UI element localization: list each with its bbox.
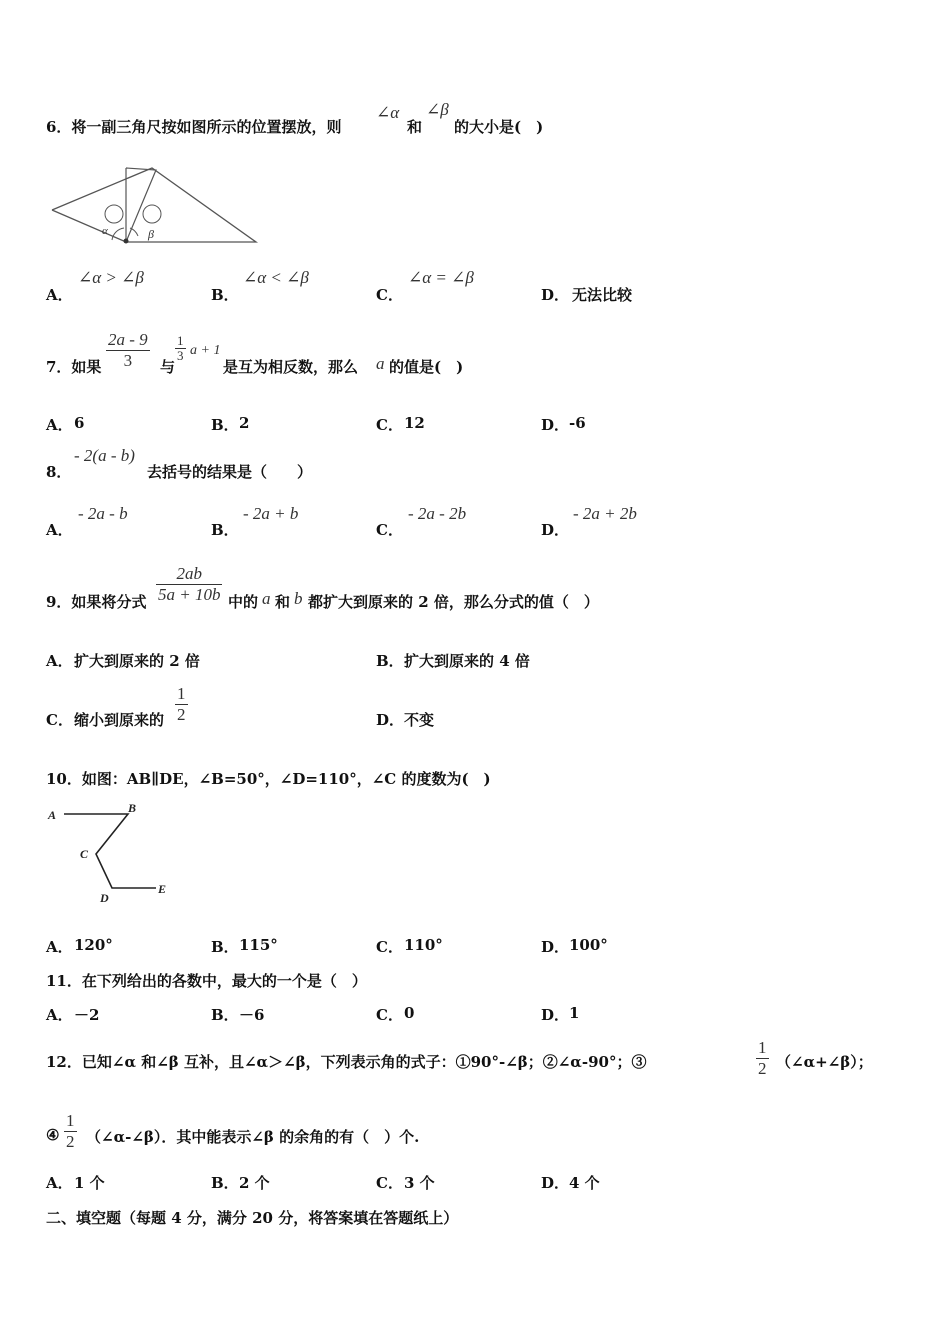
q9-var-b: b xyxy=(294,589,303,608)
q12-fraction-4 xyxy=(64,1111,77,1152)
q9-option-c-label: C． xyxy=(46,711,73,729)
q7-stem-mid: 是互为相反数，那么 xyxy=(223,358,359,376)
q11-option-b-label: B． xyxy=(211,1006,239,1024)
q10-option-a-text: 120° xyxy=(74,936,113,954)
q9-option-b-text: 扩大到原来的 4 倍 xyxy=(404,652,530,670)
q7-stem-suffix: 的值是( ) xyxy=(389,358,464,376)
q12-option-b-label: B． xyxy=(211,1174,239,1192)
q6-fig-beta-label: β xyxy=(148,227,154,241)
q7-fraction-1-denominator: 3 xyxy=(123,351,133,370)
q12-option-a-text: 1 个 xyxy=(74,1174,105,1192)
q11-option-a-label: A． xyxy=(46,1006,73,1024)
q6-option-c-text: ∠α = ∠β xyxy=(408,268,474,287)
q7-fraction-1 xyxy=(106,330,150,371)
q6-right-angle-mark-1 xyxy=(105,205,123,223)
q9-option-c-fraction-denominator: 2 xyxy=(177,705,186,724)
q12-option-c-text: 3 个 xyxy=(404,1174,435,1192)
q9-stem-prefix: 9．如果将分式 xyxy=(46,593,147,611)
q8-expression: - 2(a - b) xyxy=(74,446,135,465)
q7-fraction-2-numerator: 1 xyxy=(177,333,184,348)
q8-option-c-text: - 2a - 2b xyxy=(408,504,467,523)
q6-triangle-figure xyxy=(46,162,261,252)
q9-option-c-text: 缩小到原来的 xyxy=(74,711,165,729)
q6-fig-alpha-label: α xyxy=(102,225,108,237)
q9-option-c-fraction xyxy=(175,684,188,725)
q7-with: 与 xyxy=(160,358,176,376)
q11-option-d-label: D． xyxy=(541,1006,570,1024)
q11-option-c-text: 0 xyxy=(404,1004,415,1022)
q8-number: 8． xyxy=(46,463,72,481)
q12-fraction-4-denominator: 2 xyxy=(66,1132,75,1151)
q9-fraction-numerator: 2ab xyxy=(176,564,202,583)
q8-stem-suffix: 去括号的结果是（ ） xyxy=(147,463,313,481)
q6-alpha: ∠α xyxy=(376,103,400,122)
q9-fraction xyxy=(156,564,222,605)
q7-option-d-text: -6 xyxy=(569,414,586,432)
q6-option-c-label: C． xyxy=(376,286,403,304)
q12-fraction-3-denominator: 2 xyxy=(758,1059,767,1078)
q6-option-a-text: ∠α > ∠β xyxy=(78,268,144,287)
q7-option-b-text: 2 xyxy=(239,414,250,432)
q11-stem: 11．在下列给出的各数中，最大的一个是（ ） xyxy=(46,972,367,990)
q10-option-d-label: D． xyxy=(541,938,570,956)
q12-line1-suffix: （∠α+∠β）； xyxy=(776,1053,873,1071)
q7-option-a-text: 6 xyxy=(74,414,85,432)
q7-option-c-label: C． xyxy=(376,416,403,434)
q9-option-c-fraction-numerator: 1 xyxy=(177,684,186,703)
q6-option-d-text: 无法比较 xyxy=(572,286,633,304)
q10-option-d-text: 100° xyxy=(569,936,608,954)
q12-fraction-3-numerator: 1 xyxy=(758,1038,767,1057)
q10-option-b-text: 115° xyxy=(239,936,278,954)
q10-stem: 10．如图：AB∥DE，∠B=50°，∠D=110°，∠C 的度数为( ) xyxy=(46,770,491,788)
q9-option-a-label: A． xyxy=(46,652,73,670)
q9-option-b-label: B． xyxy=(376,652,404,670)
q9-fraction-denominator: 5a + 10b xyxy=(158,585,221,604)
q7-option-a-label: A． xyxy=(46,416,73,434)
q9-mid: 中的 xyxy=(228,593,259,611)
q10-label-e: E xyxy=(158,882,167,896)
q10-label-c: C xyxy=(80,847,89,861)
q7-option-d-label: D． xyxy=(541,416,570,434)
q10-label-b: B xyxy=(128,801,137,815)
q10-label-d: D xyxy=(100,891,109,905)
section2-title: 二、填空题（每题 4 分，满分 20 分，将答案填在答题纸上） xyxy=(46,1209,459,1227)
q10-figure xyxy=(44,800,179,908)
q8-option-b-text: - 2a + b xyxy=(243,504,299,523)
q11-option-b-text: －6 xyxy=(239,1006,265,1024)
q6-option-b-label: B． xyxy=(211,286,239,304)
q6-option-d-label: D． xyxy=(541,286,570,304)
q11-option-a-text: －2 xyxy=(74,1006,100,1024)
q12-fraction-3 xyxy=(756,1038,769,1079)
q7-fraction-1-numerator: 2a - 9 xyxy=(108,330,148,349)
q6-stem-suffix: 的大小是( ) xyxy=(454,118,544,136)
q10-option-c-label: C． xyxy=(376,938,403,956)
q8-option-a-label: A． xyxy=(46,521,73,539)
q12-option-d-text: 4 个 xyxy=(569,1174,600,1192)
q10-polyline-abcde xyxy=(64,814,156,888)
q6-right-angle-mark-2 xyxy=(143,205,161,223)
q10-option-b-label: B． xyxy=(211,938,239,956)
q10-option-a-label: A． xyxy=(46,938,73,956)
q7-fraction-2-denominator: 3 xyxy=(177,348,184,363)
q12-line1-prefix: 12．已知∠α 和∠β 互补，且∠α＞∠β，下列表示角的式子：①90°-∠β；②∠α-90°；③ xyxy=(46,1053,647,1071)
q9-and: 和 xyxy=(275,593,291,611)
q6-option-b-text: ∠α < ∠β xyxy=(243,268,309,287)
q10-option-c-text: 110° xyxy=(404,936,443,954)
q7-var-a: a xyxy=(376,354,385,373)
q8-option-b-label: B． xyxy=(211,521,239,539)
q6-and: 和 xyxy=(407,118,423,136)
q12-line2-suffix: （∠α-∠β）．其中能表示∠β 的余角的有（ ）个. xyxy=(86,1128,420,1146)
q12-fraction-4-numerator: 1 xyxy=(66,1111,75,1130)
q9-option-d-label: D． xyxy=(376,711,405,729)
q8-option-a-text: - 2a - b xyxy=(78,504,128,523)
q12-option-d-label: D． xyxy=(541,1174,570,1192)
q9-option-a-text: 扩大到原来的 2 倍 xyxy=(74,652,200,670)
q12-option-b-text: 2 个 xyxy=(239,1174,270,1192)
q7-fraction-2 xyxy=(175,334,186,363)
q7-option-c-text: 12 xyxy=(404,414,425,432)
q7-stem-prefix: 7．如果 xyxy=(46,358,102,376)
q10-label-a: A xyxy=(48,808,57,822)
q11-option-c-label: C． xyxy=(376,1006,403,1024)
q6-option-a-label: A． xyxy=(46,286,73,304)
q7-option-b-label: B． xyxy=(211,416,239,434)
q9-option-d-text: 不变 xyxy=(404,711,435,729)
q8-option-d-label: D． xyxy=(541,521,570,539)
q6-stem-prefix: 6．将一副三角尺按如图所示的位置摆放，则 xyxy=(46,118,342,136)
q9-stem-suffix: 都扩大到原来的 2 倍，那么分式的值（ ） xyxy=(308,593,599,611)
q11-option-d-text: 1 xyxy=(569,1004,580,1022)
q6-vertex-dot xyxy=(124,239,129,244)
q6-beta: ∠β xyxy=(426,100,449,119)
q12-option-a-label: A． xyxy=(46,1174,73,1192)
q12-option-c-label: C． xyxy=(376,1174,403,1192)
q12-line2-prefix: ④ xyxy=(46,1126,60,1144)
q8-option-d-text: - 2a + 2b xyxy=(573,504,637,523)
q9-var-a: a xyxy=(262,589,271,608)
q7-fraction-2-tail: a + 1 xyxy=(190,343,221,358)
q8-option-c-label: C． xyxy=(376,521,403,539)
